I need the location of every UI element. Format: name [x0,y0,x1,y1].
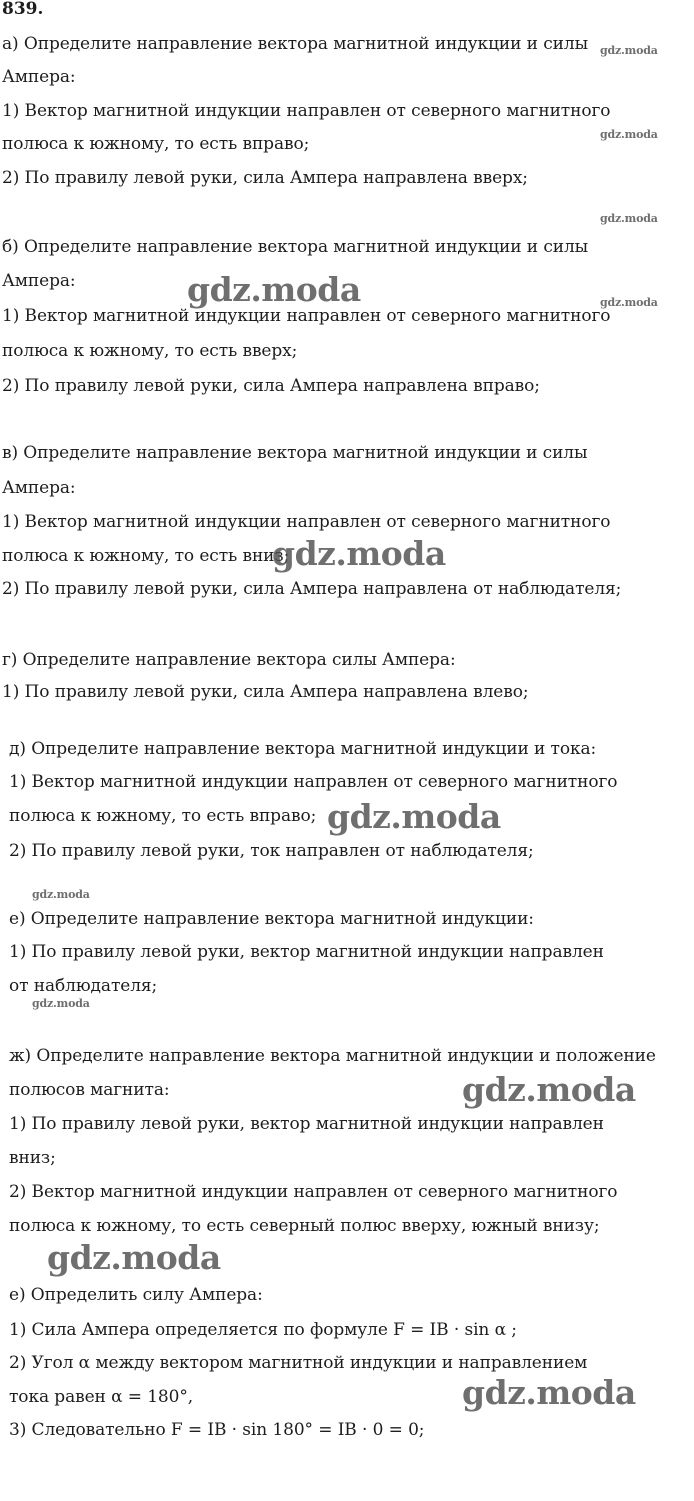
watermark-small: gdz.moda [600,128,658,141]
text-line: е) Определить силу Ампера: [9,1285,263,1305]
text-line: полюса к южному, то есть вправо; [2,134,310,154]
text-line: от наблюдателя; [9,976,158,996]
watermark-large: gdz.moda [462,1070,636,1109]
text-line: 1) Вектор магнитной индукции направлен от северного магнитного [2,512,611,532]
watermark-large: gdz.moda [462,1373,636,1412]
text-line: полюса к южному, то есть северный полюс вверху, южный внизу; [9,1216,600,1236]
text-line: тока равен α = 180°, [9,1387,194,1407]
text-line: 2) Вектор магнитной индукции направлен от северного магнитного [9,1182,618,1202]
text-line: 2) По правилу левой руки, сила Ампера направлена вверх; [2,168,528,188]
watermark-small: gdz.moda [32,997,90,1010]
watermark-large: gdz.moda [47,1238,221,1277]
text-line: г) Определите направление вектора силы Ампера: [2,650,456,670]
text-line: Ампера: [2,67,76,87]
text-line: 2) По правилу левой руки, сила Ампера направлена от наблюдателя; [2,579,622,599]
text-line: 1) Вектор магнитной индукции направлен от северного магнитного [2,101,611,121]
text-line: 1) По правилу левой руки, вектор магнитной индукции направлен [9,1114,604,1134]
text-line: д) Определите направление вектора магнитной индукции и тока: [9,739,597,759]
text-line: полюса к южному, то есть вверх; [2,341,298,361]
text-line: полюсов магнита: [9,1080,170,1100]
text-line: Ампера: [2,271,76,291]
text-line: 1) По правилу левой руки, вектор магнитной индукции направлен [9,942,604,962]
watermark-small: gdz.moda [32,888,90,901]
watermark-large: gdz.moda [327,797,501,836]
text-line: е) Определите направление вектора магнитной индукции: [9,909,534,929]
text-line: полюса к южному, то есть вправо; [9,806,317,826]
watermark-large: gdz.moda [187,270,361,309]
text-line: б) Определите направление вектора магнитной индукции и силы [2,237,589,257]
text-line: 1) Вектор магнитной индукции направлен от северного магнитного [2,306,611,326]
watermark-small: gdz.moda [600,44,658,57]
text-line: 3) Следовательно F = IB · sin 180° = IB · 0 = 0; [9,1420,425,1440]
text-line: ж) Определите направление вектора магнитной индукции и положение [9,1046,656,1066]
text-line: 1) Сила Ампера определяется по формуле F = IB · sin α ; [9,1320,517,1340]
text-line: полюса к южному, то есть вниз; [2,546,290,566]
watermark-small: gdz.moda [600,212,658,225]
text-line: Ампера: [2,478,76,498]
text-line: 2) Угол α между вектором магнитной индукции и направлением [9,1353,588,1373]
text-line: 1) По правилу левой руки, сила Ампера направлена влево; [2,682,529,702]
text-line: а) Определите направление вектора магнитной индукции и силы [2,34,588,54]
text-line: вниз; [9,1148,56,1168]
text-line: 2) По правилу левой руки, ток направлен от наблюдателя; [9,841,534,861]
watermark-small: gdz.moda [600,296,658,309]
text-line: в) Определите направление вектора магнитной индукции и силы [2,443,588,463]
text-line: 2) По правилу левой руки, сила Ампера направлена вправо; [2,376,540,396]
text-line: 1) Вектор магнитной индукции направлен от северного магнитного [9,772,618,792]
watermark-large: gdz.moda [272,534,446,573]
problem-number: 839. [2,0,44,19]
